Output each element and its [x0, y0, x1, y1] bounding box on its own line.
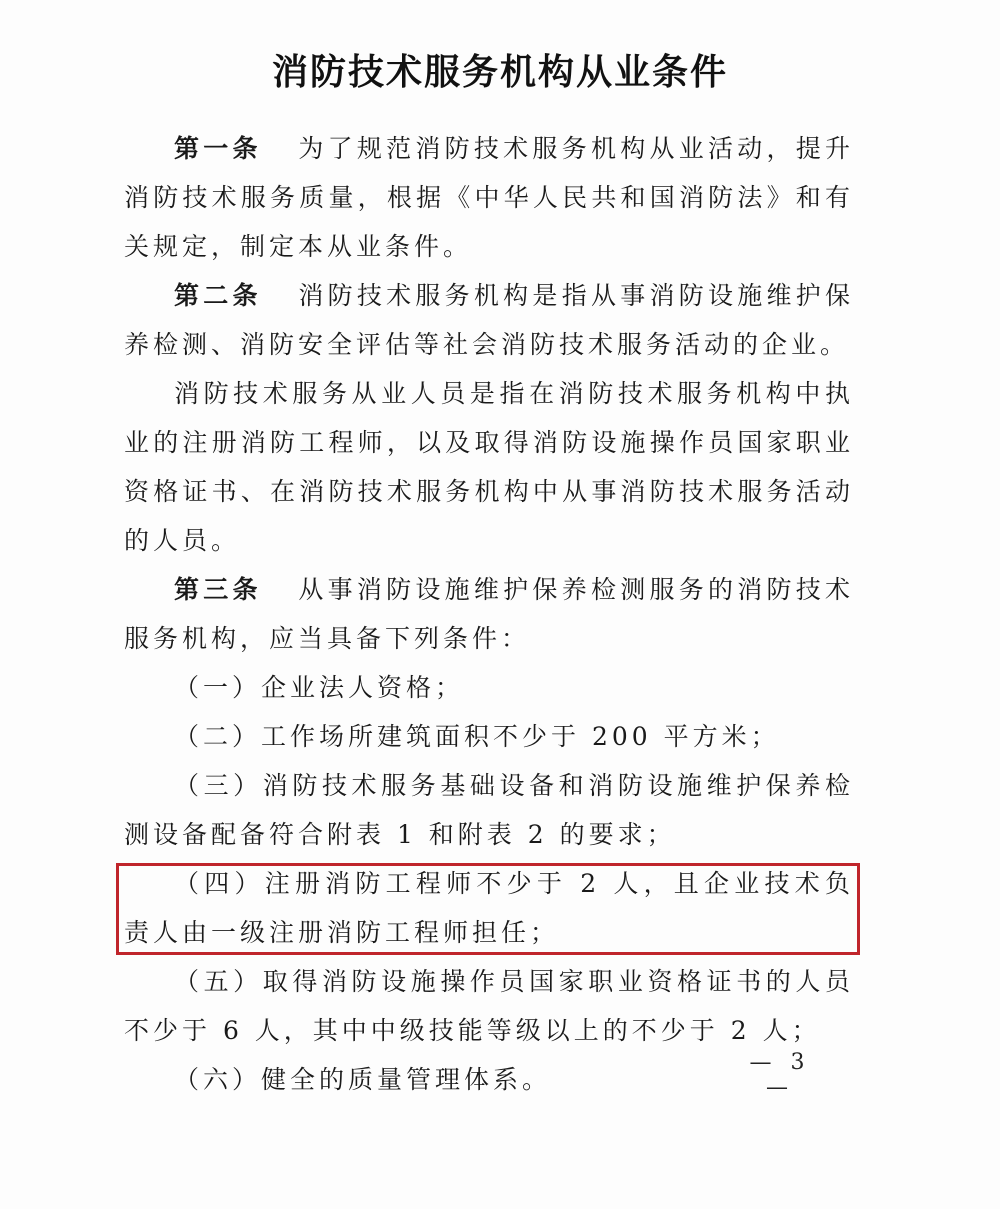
- paragraph-text: （六）健全的质量管理体系。: [174, 1065, 552, 1094]
- paragraph-text: （五）取得消防设施操作员国家职业资格证书的人员不少于 6 人，其中中级技能等级以上的不少于 2 人；: [124, 967, 854, 1045]
- paragraph-text: （一）企业法人资格；: [174, 673, 465, 702]
- condition-item-1: [124, 663, 854, 712]
- paragraph-article-3: [124, 565, 854, 663]
- paragraph-article-2: [124, 271, 854, 369]
- paragraph-article-1: [124, 124, 854, 271]
- condition-item-5: [124, 957, 854, 1055]
- paragraph-text: （三）消防技术服务基础设备和消防设施维护保养检测设备配备符合附表 1 和附表 2 的要求；: [124, 771, 854, 849]
- paragraph-text: 从事消防设施维护保养检测服务的消防技术服务机构，应当具备下列条件：: [124, 575, 854, 653]
- condition-item-2: [124, 712, 854, 761]
- condition-item-4-highlighted: [124, 859, 854, 957]
- document-body: [124, 124, 854, 1104]
- paragraph-text: 为了规范消防技术服务机构从业活动，提升消防技术服务质量，根据《中华人民共和国消防法》和有关规定，制定本从业条件。: [124, 134, 854, 261]
- condition-item-3: [124, 761, 854, 859]
- page-number: — 3 —: [749, 1050, 811, 1100]
- paragraph-text: （四）注册消防工程师不少于 2 人，且企业技术负责人由一级注册消防工程师担任；: [124, 869, 854, 947]
- article-number: 第一条: [174, 134, 262, 163]
- article-number: 第三条: [174, 575, 262, 604]
- paragraph-personnel-definition: [124, 369, 854, 565]
- paragraph-text: 消防技术服务机构是指从事消防设施维护保养检测、消防安全评估等社会消防技术服务活动的企业。: [124, 281, 854, 359]
- paragraph-text: （二）工作场所建筑面积不少于 200 平方米；: [174, 722, 780, 751]
- document-title: 消防技术服务机构从业条件: [271, 51, 728, 93]
- paragraph-text: 消防技术服务从业人员是指在消防技术服务机构中执业的注册消防工程师，以及取得消防设施操作员国家职业资格证书、在消防技术服务机构中从事消防技术服务活动的人员。: [124, 379, 854, 555]
- article-number: 第二条: [174, 281, 262, 310]
